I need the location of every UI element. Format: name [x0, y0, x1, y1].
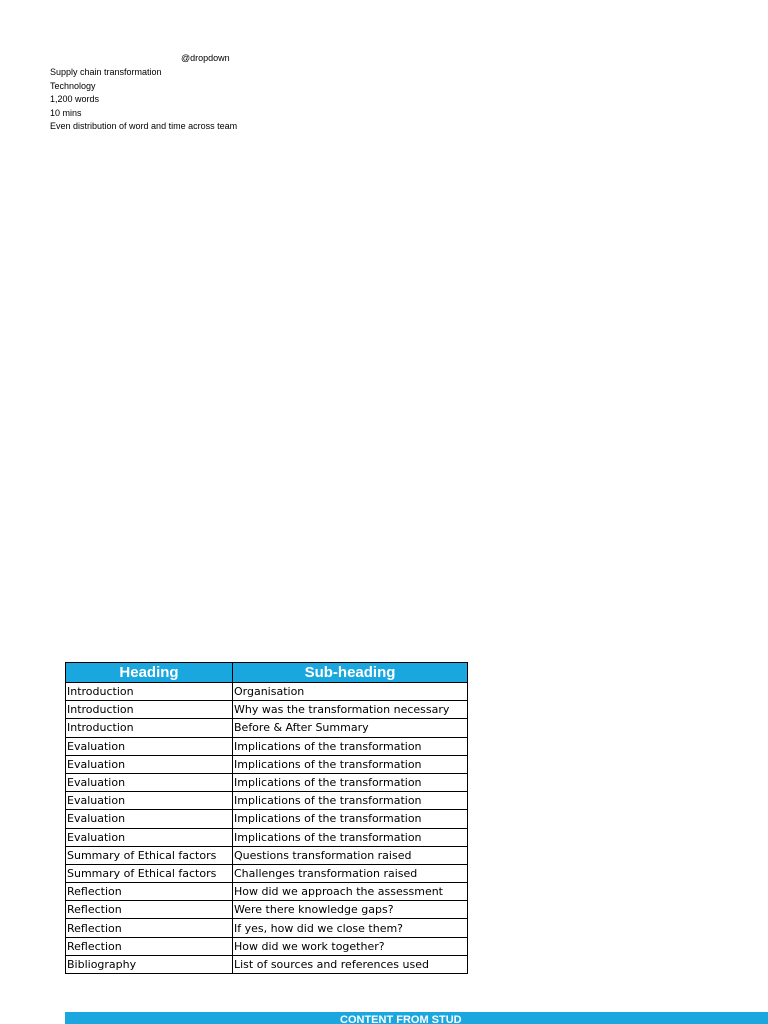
cell-subheading: If yes, how did we close them?: [233, 919, 468, 937]
cell-subheading: Were there knowledge gaps?: [233, 901, 468, 919]
table-row: [66, 828, 468, 846]
cell-heading: Reflection: [66, 883, 233, 901]
footer-banner-text: CONTENT FROM STUD: [340, 1014, 462, 1024]
cell-heading: Evaluation: [66, 773, 233, 791]
cell-heading: Evaluation: [66, 792, 233, 810]
table-row: [66, 719, 468, 737]
cell-heading: Summary of Ethical factors: [66, 864, 233, 882]
cell-subheading: Why was the transformation necessary: [233, 701, 468, 719]
table-row: [66, 683, 468, 701]
table-row: [66, 773, 468, 791]
detail-word-count: 1,200 words: [50, 94, 100, 104]
cell-heading: Evaluation: [66, 810, 233, 828]
cell-subheading: Implications of the transformation: [233, 810, 468, 828]
cell-subheading: Implications of the transformation: [233, 737, 468, 755]
table-body: [66, 683, 468, 974]
cell-heading: Summary of Ethical factors: [66, 846, 233, 864]
table-row: [66, 810, 468, 828]
outline-table: [65, 662, 468, 974]
table-row: [66, 864, 468, 882]
cell-heading: Evaluation: [66, 737, 233, 755]
cell-subheading: Organisation: [233, 683, 468, 701]
footer-banner: [65, 1012, 768, 1024]
table-row: [66, 792, 468, 810]
cell-subheading: How did we work together?: [233, 937, 468, 955]
cell-subheading: Implications of the transformation: [233, 792, 468, 810]
cell-subheading: List of sources and references used: [233, 955, 468, 973]
table-row: [66, 901, 468, 919]
table-row: [66, 937, 468, 955]
column-header-heading: Heading: [66, 663, 233, 683]
table-row: [66, 919, 468, 937]
column-header-subheading: Sub-heading: [233, 663, 468, 683]
table-row: [66, 955, 468, 973]
cell-heading: Evaluation: [66, 755, 233, 773]
cell-heading: Introduction: [66, 683, 233, 701]
cell-heading: Reflection: [66, 937, 233, 955]
cell-subheading: Implications of the transformation: [233, 773, 468, 791]
detail-theme: Technology: [50, 80, 96, 91]
cell-subheading: Implications of the transformation: [233, 828, 468, 846]
table-row: [66, 755, 468, 773]
table-header-row: [66, 663, 468, 683]
table-row: [66, 701, 468, 719]
cell-subheading: How did we approach the assessment: [233, 883, 468, 901]
cell-heading: Evaluation: [66, 828, 233, 846]
assignment-details: [50, 66, 237, 134]
cell-subheading: Before & After Summary: [233, 719, 468, 737]
table-row: [66, 737, 468, 755]
cell-subheading: Challenges transformation raised: [233, 864, 468, 882]
cell-heading: Reflection: [66, 901, 233, 919]
table-row: [66, 846, 468, 864]
dropdown-tag: @dropdown: [181, 53, 230, 63]
cell-heading: Reflection: [66, 919, 233, 937]
cell-subheading: Implications of the transformation: [233, 755, 468, 773]
detail-topic: Supply chain transformation: [50, 67, 162, 77]
cell-heading: Introduction: [66, 719, 233, 737]
detail-distribution-note: Even distribution of word and time across team: [50, 121, 238, 131]
cell-heading: Introduction: [66, 701, 233, 719]
detail-duration: 10 mins: [50, 107, 82, 118]
cell-subheading: Questions transformation raised: [233, 846, 468, 864]
cell-heading: Bibliography: [66, 955, 233, 973]
table-row: [66, 883, 468, 901]
